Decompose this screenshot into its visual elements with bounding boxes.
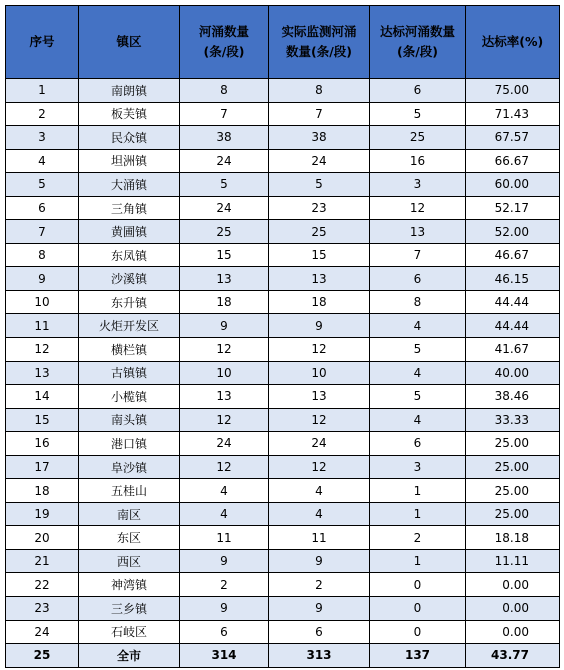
cell-river-count: 7 [180, 102, 269, 126]
cell-town: 东升镇 [79, 290, 180, 314]
cell-monitored-count: 38 [269, 126, 370, 150]
table-row [6, 432, 560, 456]
cell-compliant-count: 3 [370, 455, 466, 479]
cell-river-count: 13 [180, 385, 269, 409]
cell-compliant-count: 5 [370, 385, 466, 409]
cell-compliant-count: 16 [370, 149, 466, 173]
cell-seq: 19 [6, 502, 79, 526]
cell-compliance-rate: 66.67 [466, 149, 560, 173]
table-row [6, 338, 560, 362]
cell-seq: 22 [6, 573, 79, 597]
cell-seq: 23 [6, 597, 79, 621]
cell-river-count: 12 [180, 455, 269, 479]
cell-compliant-count: 4 [370, 361, 466, 385]
cell-seq: 16 [6, 432, 79, 456]
cell-compliant-count: 1 [370, 549, 466, 573]
cell-compliance-rate: 52.00 [466, 220, 560, 244]
cell-monitored-count: 12 [269, 338, 370, 362]
cell-monitored-count: 15 [269, 243, 370, 267]
table-row [6, 173, 560, 197]
cell-seq: 15 [6, 408, 79, 432]
cell-seq: 25 [6, 644, 79, 668]
cell-compliance-rate: 11.11 [466, 549, 560, 573]
cell-river-count: 9 [180, 597, 269, 621]
cell-seq: 24 [6, 620, 79, 644]
table-row [6, 408, 560, 432]
cell-town: 民众镇 [79, 126, 180, 150]
cell-compliant-count: 7 [370, 243, 466, 267]
header-row [6, 6, 560, 79]
cell-town: 五桂山 [79, 479, 180, 503]
table-row [6, 243, 560, 267]
cell-monitored-count: 25 [269, 220, 370, 244]
cell-seq: 21 [6, 549, 79, 573]
cell-compliance-rate: 25.00 [466, 479, 560, 503]
cell-river-count: 18 [180, 290, 269, 314]
cell-seq: 12 [6, 338, 79, 362]
table-row [6, 79, 560, 103]
cell-river-count: 24 [180, 196, 269, 220]
cell-monitored-count: 6 [269, 620, 370, 644]
cell-compliant-count: 2 [370, 526, 466, 550]
cell-town: 坦洲镇 [79, 149, 180, 173]
table-row [6, 149, 560, 173]
table-row [6, 455, 560, 479]
cell-compliant-count: 6 [370, 267, 466, 291]
table-row [6, 220, 560, 244]
cell-town: 东凤镇 [79, 243, 180, 267]
table-body [6, 79, 560, 668]
cell-river-count: 4 [180, 479, 269, 503]
cell-compliant-count: 0 [370, 597, 466, 621]
cell-town: 港口镇 [79, 432, 180, 456]
cell-compliance-rate: 18.18 [466, 526, 560, 550]
cell-monitored-count: 24 [269, 149, 370, 173]
cell-compliance-rate: 40.00 [466, 361, 560, 385]
cell-town: 南区 [79, 502, 180, 526]
table-row [6, 502, 560, 526]
cell-seq: 5 [6, 173, 79, 197]
cell-town: 小榄镇 [79, 385, 180, 409]
cell-seq: 1 [6, 79, 79, 103]
table-row [6, 385, 560, 409]
cell-compliance-rate: 52.17 [466, 196, 560, 220]
cell-river-count: 24 [180, 432, 269, 456]
cell-town: 板芙镇 [79, 102, 180, 126]
cell-seq: 8 [6, 243, 79, 267]
cell-compliance-rate: 25.00 [466, 432, 560, 456]
cell-compliance-rate: 44.44 [466, 290, 560, 314]
river-compliance-table [5, 5, 560, 668]
table-header [6, 6, 560, 79]
cell-monitored-count: 13 [269, 267, 370, 291]
cell-monitored-count: 24 [269, 432, 370, 456]
cell-river-count: 6 [180, 620, 269, 644]
cell-compliance-rate: 0.00 [466, 573, 560, 597]
header-monitored-count: 实际监测河涌 数量(条/段) [269, 6, 370, 79]
cell-compliance-rate: 43.77 [466, 644, 560, 668]
cell-compliant-count: 6 [370, 432, 466, 456]
cell-compliant-count: 0 [370, 573, 466, 597]
cell-monitored-count: 13 [269, 385, 370, 409]
cell-river-count: 4 [180, 502, 269, 526]
cell-monitored-count: 313 [269, 644, 370, 668]
cell-compliant-count: 5 [370, 338, 466, 362]
cell-river-count: 314 [180, 644, 269, 668]
cell-river-count: 38 [180, 126, 269, 150]
cell-compliant-count: 0 [370, 620, 466, 644]
cell-monitored-count: 11 [269, 526, 370, 550]
cell-seq: 7 [6, 220, 79, 244]
cell-compliant-count: 3 [370, 173, 466, 197]
cell-monitored-count: 9 [269, 549, 370, 573]
cell-seq: 9 [6, 267, 79, 291]
cell-seq: 2 [6, 102, 79, 126]
cell-compliant-count: 13 [370, 220, 466, 244]
cell-town: 沙溪镇 [79, 267, 180, 291]
cell-seq: 4 [6, 149, 79, 173]
cell-compliant-count: 25 [370, 126, 466, 150]
cell-monitored-count: 5 [269, 173, 370, 197]
cell-compliant-count: 4 [370, 408, 466, 432]
header-compliance-rate: 达标率(%) [466, 6, 560, 79]
cell-seq: 18 [6, 479, 79, 503]
cell-town: 全市 [79, 644, 180, 668]
cell-town: 南朗镇 [79, 79, 180, 103]
cell-monitored-count: 9 [269, 314, 370, 338]
table-row [6, 526, 560, 550]
cell-compliance-rate: 41.67 [466, 338, 560, 362]
cell-river-count: 2 [180, 573, 269, 597]
cell-monitored-count: 2 [269, 573, 370, 597]
cell-river-count: 9 [180, 314, 269, 338]
cell-town: 火炬开发区 [79, 314, 180, 338]
table-row [6, 573, 560, 597]
cell-compliant-count: 4 [370, 314, 466, 338]
cell-town: 横栏镇 [79, 338, 180, 362]
cell-monitored-count: 8 [269, 79, 370, 103]
cell-river-count: 12 [180, 338, 269, 362]
table-row [6, 479, 560, 503]
cell-compliance-rate: 46.15 [466, 267, 560, 291]
table-row [6, 549, 560, 573]
table-row [6, 267, 560, 291]
cell-compliant-count: 1 [370, 502, 466, 526]
cell-compliance-rate: 33.33 [466, 408, 560, 432]
total-row [6, 644, 560, 668]
cell-compliant-count: 1 [370, 479, 466, 503]
cell-seq: 20 [6, 526, 79, 550]
header-seq: 序号 [6, 6, 79, 79]
cell-compliant-count: 12 [370, 196, 466, 220]
cell-monitored-count: 4 [269, 479, 370, 503]
cell-compliance-rate: 60.00 [466, 173, 560, 197]
cell-river-count: 9 [180, 549, 269, 573]
cell-town: 三角镇 [79, 196, 180, 220]
cell-river-count: 12 [180, 408, 269, 432]
cell-compliant-count: 6 [370, 79, 466, 103]
cell-town: 黄圃镇 [79, 220, 180, 244]
cell-seq: 3 [6, 126, 79, 150]
table-row [6, 620, 560, 644]
cell-town: 西区 [79, 549, 180, 573]
cell-compliant-count: 8 [370, 290, 466, 314]
cell-river-count: 10 [180, 361, 269, 385]
cell-seq: 13 [6, 361, 79, 385]
cell-river-count: 13 [180, 267, 269, 291]
cell-seq: 11 [6, 314, 79, 338]
cell-monitored-count: 9 [269, 597, 370, 621]
cell-compliance-rate: 75.00 [466, 79, 560, 103]
cell-compliance-rate: 0.00 [466, 620, 560, 644]
cell-compliance-rate: 25.00 [466, 455, 560, 479]
cell-monitored-count: 18 [269, 290, 370, 314]
cell-compliance-rate: 0.00 [466, 597, 560, 621]
cell-town: 大涌镇 [79, 173, 180, 197]
cell-town: 古镇镇 [79, 361, 180, 385]
cell-river-count: 25 [180, 220, 269, 244]
table-row [6, 196, 560, 220]
cell-town: 阜沙镇 [79, 455, 180, 479]
cell-town: 三乡镇 [79, 597, 180, 621]
header-compliant-count: 达标河涌数量 (条/段) [370, 6, 466, 79]
cell-monitored-count: 10 [269, 361, 370, 385]
cell-river-count: 15 [180, 243, 269, 267]
cell-monitored-count: 23 [269, 196, 370, 220]
cell-seq: 6 [6, 196, 79, 220]
table-row [6, 361, 560, 385]
table-row [6, 126, 560, 150]
cell-compliant-count: 137 [370, 644, 466, 668]
cell-compliance-rate: 46.67 [466, 243, 560, 267]
table-row [6, 102, 560, 126]
table-row [6, 290, 560, 314]
cell-compliance-rate: 25.00 [466, 502, 560, 526]
header-river-count: 河涌数量 (条/段) [180, 6, 269, 79]
cell-monitored-count: 12 [269, 408, 370, 432]
cell-compliant-count: 5 [370, 102, 466, 126]
cell-compliance-rate: 67.57 [466, 126, 560, 150]
cell-monitored-count: 7 [269, 102, 370, 126]
cell-town: 东区 [79, 526, 180, 550]
cell-river-count: 11 [180, 526, 269, 550]
cell-town: 神湾镇 [79, 573, 180, 597]
cell-town: 石岐区 [79, 620, 180, 644]
cell-seq: 17 [6, 455, 79, 479]
table-row [6, 597, 560, 621]
compliance-table-container [5, 5, 560, 668]
header-town: 镇区 [79, 6, 180, 79]
cell-monitored-count: 4 [269, 502, 370, 526]
cell-compliance-rate: 38.46 [466, 385, 560, 409]
cell-river-count: 8 [180, 79, 269, 103]
cell-seq: 14 [6, 385, 79, 409]
table-row [6, 314, 560, 338]
cell-river-count: 5 [180, 173, 269, 197]
cell-compliance-rate: 71.43 [466, 102, 560, 126]
cell-town: 南头镇 [79, 408, 180, 432]
cell-river-count: 24 [180, 149, 269, 173]
cell-monitored-count: 12 [269, 455, 370, 479]
cell-seq: 10 [6, 290, 79, 314]
cell-compliance-rate: 44.44 [466, 314, 560, 338]
